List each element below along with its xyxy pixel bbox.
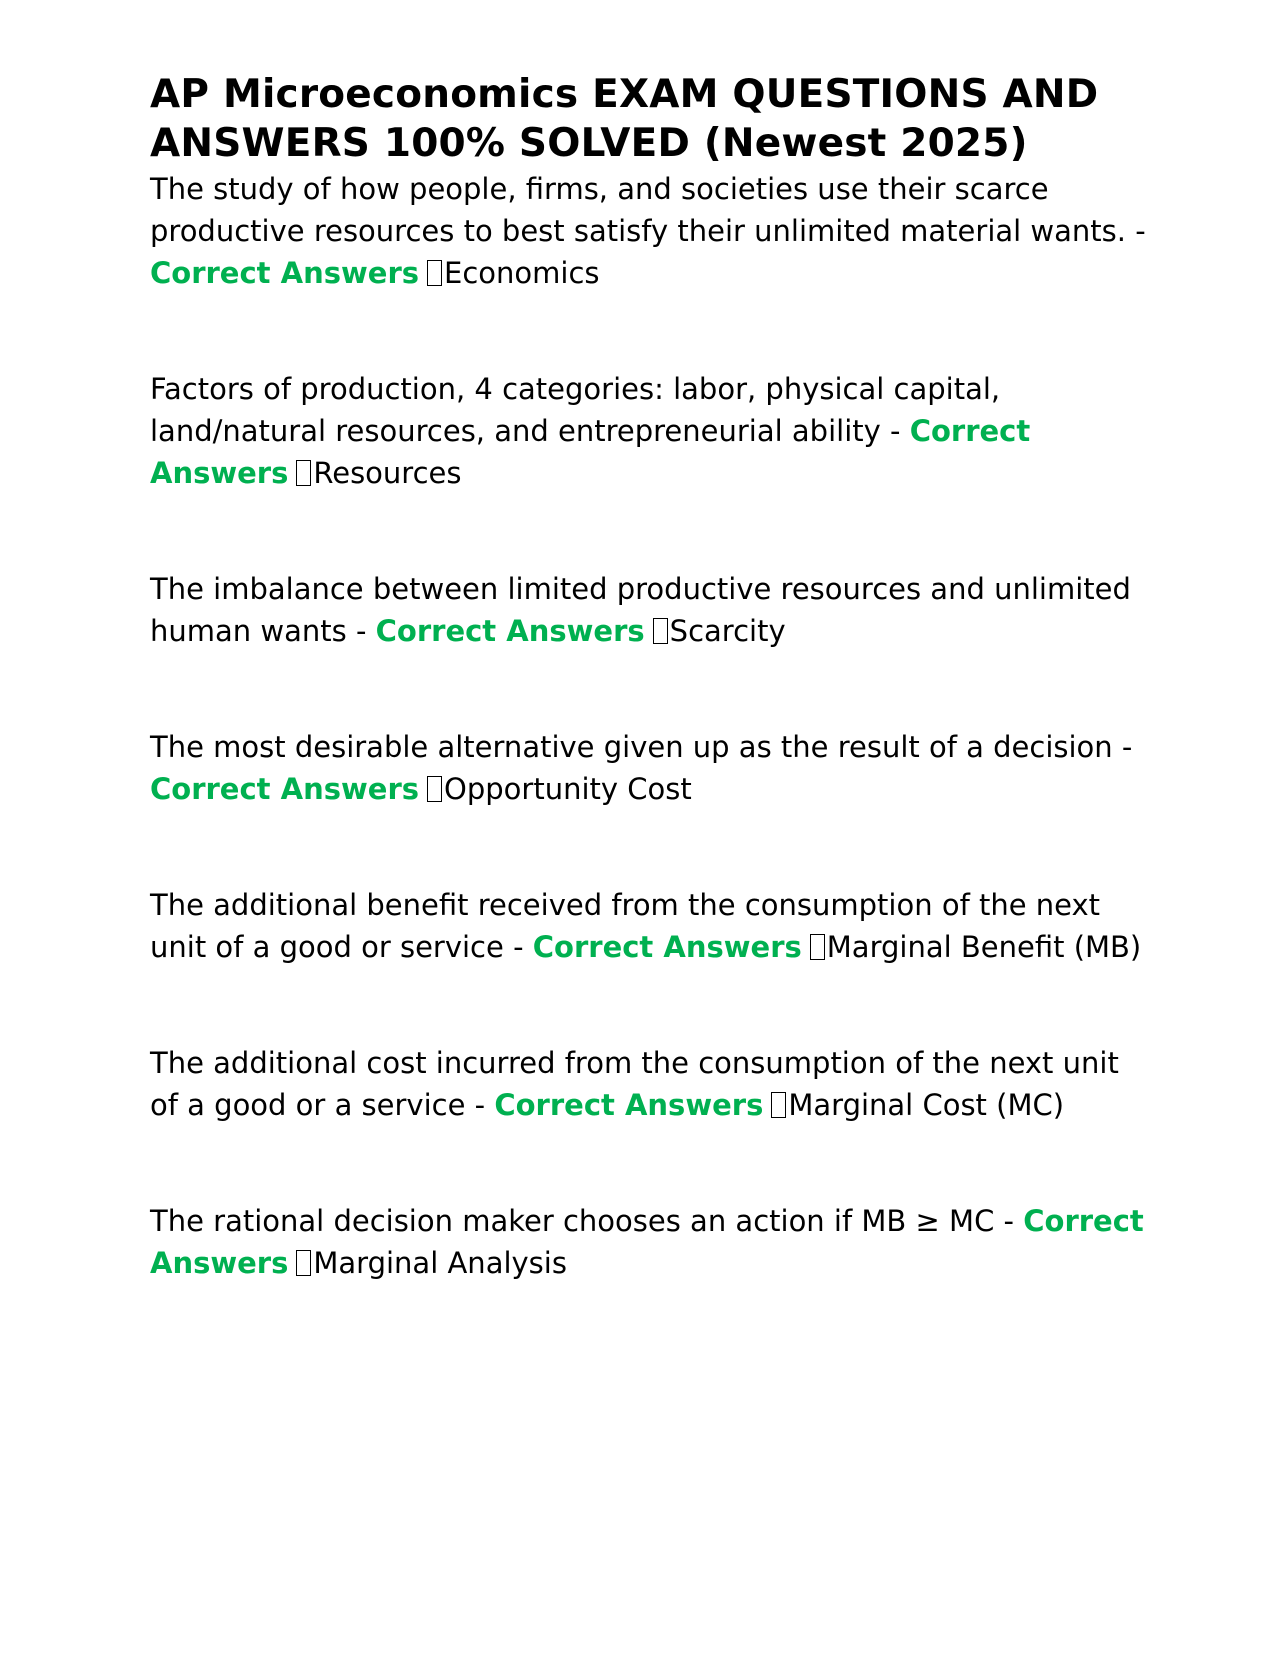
- separator: -: [1126, 214, 1146, 248]
- qa-item: [150, 726, 1150, 810]
- separator: -: [1112, 730, 1133, 764]
- question-text: The additional cost incurred from the consumption of the next unit of a good or a service: [150, 1046, 1119, 1122]
- qa-item: [150, 1042, 1150, 1126]
- missing-glyph-box-icon: [810, 934, 825, 960]
- answer-text: Resources: [313, 456, 462, 490]
- answer-text: Marginal Benefit (MB): [826, 930, 1142, 964]
- question-text: The rational decision maker chooses an action if MB ≥ MC: [150, 1204, 995, 1238]
- correct-answers-label: Correct Answers: [375, 614, 645, 648]
- correct-answers-label: Correct Answers: [150, 256, 420, 290]
- answer-text: Marginal Analysis: [313, 1246, 567, 1280]
- correct-answers-label: Correct Answers: [150, 1204, 1144, 1280]
- qa-item: [150, 1200, 1150, 1284]
- separator: -: [465, 1088, 495, 1122]
- question-text: The additional benefit received from the consumption of the next unit of a good or service: [150, 888, 1101, 964]
- separator: -: [994, 1204, 1024, 1238]
- question-text: The study of how people, firms, and societies use their scarce productive resources to best satisfy their unlimited material wants.: [150, 172, 1126, 248]
- answer-text: Scarcity: [669, 614, 786, 648]
- separator: -: [346, 614, 376, 648]
- correct-answers-label: Correct Answers: [532, 930, 802, 964]
- document-page: [150, 70, 1150, 1284]
- qa-list: [150, 168, 1150, 1284]
- correct-answers-label: Correct Answers: [494, 1088, 764, 1122]
- document-title: AP Microeconomics EXAM QUESTIONS AND ANSWERS 100% SOLVED (Newest 2025): [150, 72, 1099, 166]
- question-text: The most desirable alternative given up as the result of a decision: [150, 730, 1113, 764]
- qa-item: [150, 168, 1150, 294]
- separator: -: [503, 930, 533, 964]
- separator: -: [880, 414, 910, 448]
- qa-item: [150, 368, 1150, 494]
- answer-text: Marginal Cost (MC): [788, 1088, 1065, 1122]
- missing-glyph-box-icon: [296, 1250, 311, 1276]
- answer-text: Opportunity Cost: [444, 772, 692, 806]
- question-text: The imbalance between limited productive resources and unlimited human wants: [150, 572, 1131, 648]
- correct-answers-label: Correct Answers: [150, 414, 1031, 490]
- qa-item: [150, 568, 1150, 652]
- correct-answers-label: Correct Answers: [150, 772, 420, 806]
- missing-glyph-box-icon: [427, 260, 442, 286]
- missing-glyph-box-icon: [653, 618, 668, 644]
- missing-glyph-box-icon: [427, 776, 442, 802]
- question-text: Factors of production, 4 categories: labor, physical capital, land/natural resources, and entrepreneurial ability: [150, 372, 1001, 448]
- missing-glyph-box-icon: [771, 1092, 786, 1118]
- qa-item: [150, 884, 1150, 968]
- answer-text: Economics: [444, 256, 600, 290]
- missing-glyph-box-icon: [296, 460, 311, 486]
